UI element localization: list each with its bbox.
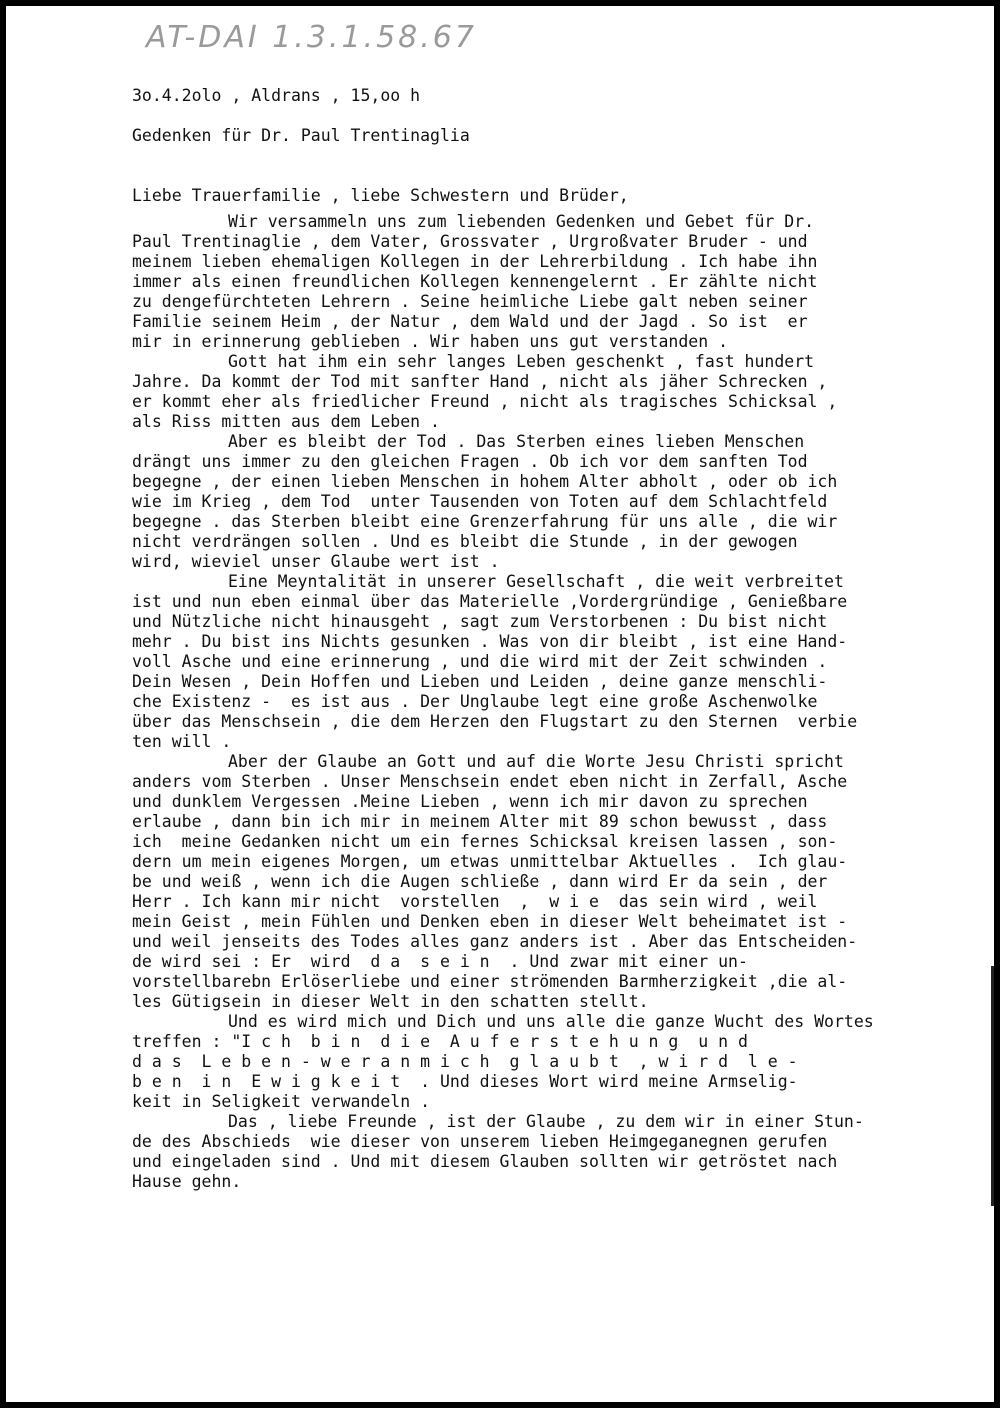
archive-signature-handwritten: AT-DAI 1.3.1.58.67 (146, 20, 477, 55)
text-line: mehr . Du bist ins Nichts gesunken . Was von dir bleibt , ist eine Hand- (132, 632, 848, 651)
text-line: Jahre. Da kommt der Tod mit sanfter Hand , nicht als jäher Schrecken , (132, 372, 828, 391)
text-line: voll Asche und eine erinnerung , und die wird mit der Zeit schwinden . (132, 652, 828, 671)
text-line: nicht verdrängen sollen . Und es bleibt die Stunde , in der gewogen (132, 532, 798, 551)
text-line: wie im Krieg , dem Tod unter Tausenden von Toten auf dem Schlachtfeld (132, 492, 828, 511)
paragraph (132, 212, 992, 352)
text-line: zu dengefürchteten Lehrern . Seine heimliche Liebe galt neben seiner (132, 292, 808, 311)
text-line: begegne , der einen lieben Menschen in hohem Alter abholt , oder ob ich (132, 472, 838, 491)
text-line: de wird sei : Er wird d a s e i n . Und zwar mit einer un- (132, 952, 748, 971)
text-line: und Nützliche nicht hinausgeht , sagt zum Verstorbenen : Du bist nicht (132, 612, 828, 631)
text-line: erlaube , dann bin ich mir in meinem Alter mit 89 schon bewusst , dass (132, 812, 828, 831)
paragraph (132, 572, 992, 752)
date-place-line: 3o.4.2olo , Aldrans , 15,oo h (132, 86, 421, 105)
salutation: Liebe Trauerfamilie , liebe Schwestern und Brüder, (132, 186, 629, 205)
text-line: als Riss mitten aus dem Leben . (132, 412, 440, 431)
text-line: Hause gehn. (132, 1172, 242, 1191)
text-line: be und weiß , wenn ich die Augen schließe , dann wird Er da sein , der (132, 872, 828, 891)
text-line: keit in Seligkeit verwandeln . (132, 1092, 431, 1111)
paragraph (132, 1012, 992, 1112)
text-line: Familie seinem Heim , der Natur , dem Wald und der Jagd . So ist er (132, 312, 808, 331)
text-line: Dein Wesen , Dein Hoffen und Lieben und Leiden , deine ganze menschli- (132, 672, 828, 691)
text-line: Eine Meyntalität in unserer Gesellschaft , die weit verbreitet (228, 572, 844, 591)
text-line: de des Abschieds wie dieser von unserem lieben Heimgeganegnen gerufen (132, 1132, 828, 1151)
text-line: b e n i n E w i g k e i t . Und dieses Wort wird meine Armselig- (132, 1072, 798, 1091)
text-line: anders vom Sterben . Unser Menschsein endet eben nicht in Zerfall, Asche (132, 772, 848, 791)
text-line: Und es wird mich und Dich und uns alle die ganze Wucht des Wortes (228, 1012, 874, 1031)
text-line: mein Geist , mein Fühlen und Denken eben in dieser Welt beheimatet ist - (132, 912, 848, 931)
text-line: Herr . Ich kann mir nicht vorstellen , w i e das sein wird , weil (132, 892, 818, 911)
paragraph (132, 1112, 992, 1192)
text-line: und weil jenseits des Todes alles ganz anders ist . Aber das Entscheiden- (132, 932, 858, 951)
document-title: Gedenken für Dr. Paul Trentinaglia (132, 126, 470, 145)
text-line: und dunklem Vergessen .Meine Lieben , wenn ich mir davon zu sprechen (132, 792, 808, 811)
text-line: Aber es bleibt der Tod . Das Sterben eines lieben Menschen (228, 432, 805, 451)
text-line: begegne . das Sterben bleibt eine Grenzerfahrung für uns alle , die wir (132, 512, 838, 531)
text-line: Das , liebe Freunde , ist der Glaube , zu dem wir in einer Stun- (228, 1112, 864, 1131)
text-line: ich meine Gedanken nicht um ein fernes Schicksal kreisen lassen , son- (132, 832, 838, 851)
text-line: vorstellbarebn Erlöserliebe und einer strömenden Barmherzigkeit ,die al- (132, 972, 848, 991)
text-line: meinem lieben ehemaligen Kollegen in der Lehrerbildung . Ich habe ihn (132, 252, 818, 271)
text-line: dern um mein eigenes Morgen, um etwas unmittelbar Aktuelles . Ich glau- (132, 852, 848, 871)
text-line: immer als einen freundlichen Kollegen kennengelernt . Er zählte nicht (132, 272, 818, 291)
text-line: mir in erinnerung geblieben . Wir haben uns gut verstanden . (132, 332, 729, 351)
text-line: Gott hat ihm ein sehr langes Leben geschenkt , fast hundert (228, 352, 815, 371)
paragraph (132, 752, 992, 1012)
paragraph (132, 352, 992, 432)
text-line: und eingeladen sind . Und mit diesem Glauben sollten wir getröstet nach (132, 1152, 838, 1171)
text-line: Aber der Glaube an Gott und auf die Worte Jesu Christi spricht (228, 752, 844, 771)
text-line: ist und nun eben einmal über das Materielle ,Vordergründige , Genießbare (132, 592, 848, 611)
scan-edge-mark (991, 966, 994, 1206)
text-line: drängt uns immer zu den gleichen Fragen . Ob ich vor dem sanften Tod (132, 452, 808, 471)
paragraph (132, 432, 992, 572)
text-line: er kommt eher als friedlicher Freund , nicht als tragisches Schicksal , (132, 392, 838, 411)
text-line: ten will . (132, 732, 232, 751)
text-line: che Existenz - es ist aus . Der Unglaube legt eine große Aschenwolke (132, 692, 818, 711)
text-line: Paul Trentinaglie , dem Vater, Grossvater , Urgroßvater Bruder - und (132, 232, 808, 251)
text-line: les Gütigsein in dieser Welt in den schatten stellt. (132, 992, 649, 1011)
document-page (6, 6, 994, 1402)
text-line: d a s L e b e n - w e r a n m i c h g l a u b t , w i r d l e - (132, 1052, 798, 1071)
text-line: über das Menschsein , die dem Herzen den Flugstart zu den Sternen verbie (132, 712, 858, 731)
letter-body (132, 86, 992, 1192)
text-line: treffen : "I c h b i n d i e A u f e r s t e h u n g u n d (132, 1032, 748, 1051)
text-line: Wir versammeln uns zum liebenden Gedenken und Gebet für Dr. (228, 212, 815, 231)
text-line: wird, wieviel unser Glaube wert ist . (132, 552, 500, 571)
